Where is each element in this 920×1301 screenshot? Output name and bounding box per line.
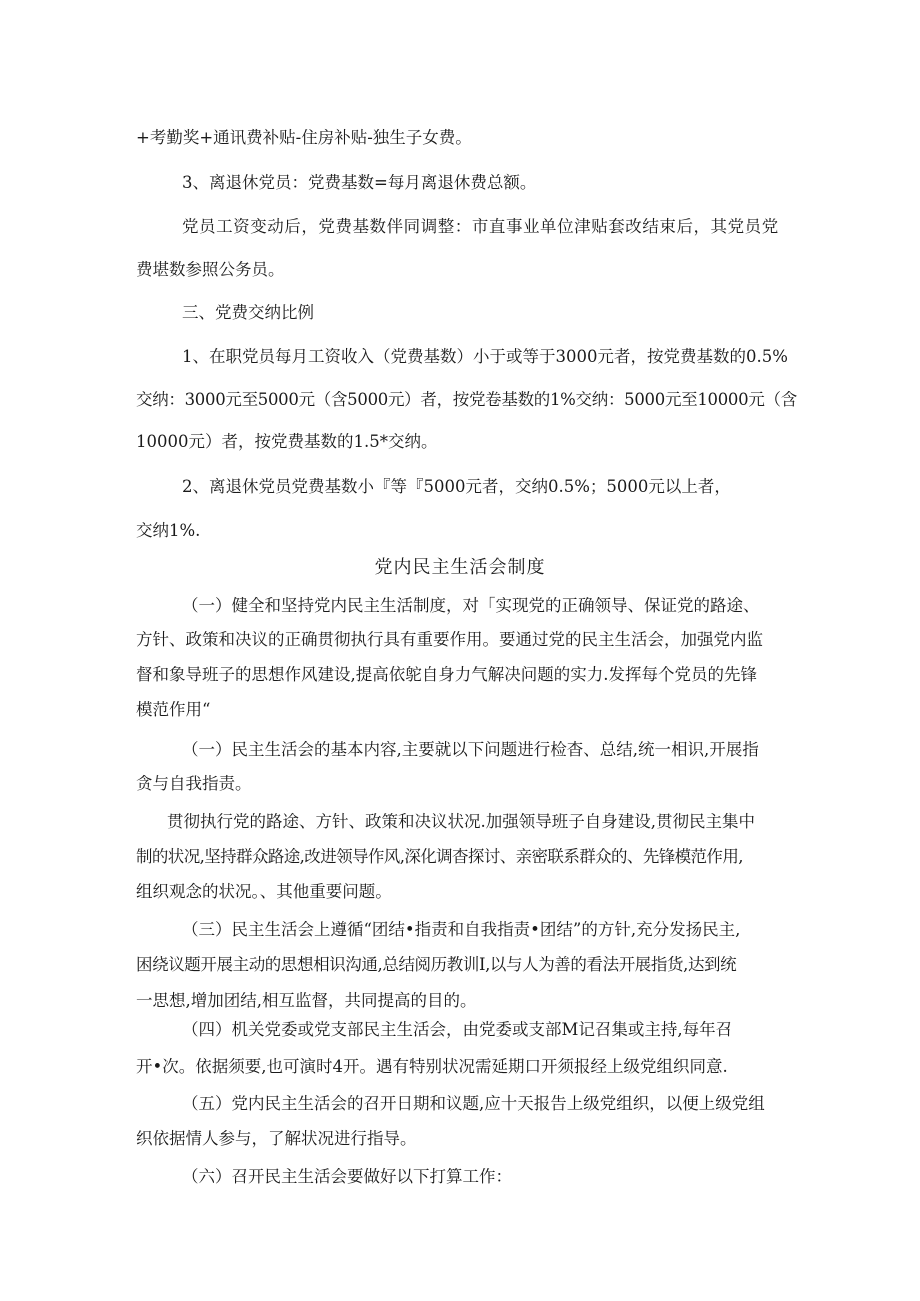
text-line: 贪与自我指责。 bbox=[136, 774, 252, 793]
text-line: 一思想,增加团结,相互监督，共同提高的目的。 bbox=[136, 991, 477, 1010]
text-line: （三）民主生活会上遵循“团结•指责和自我指责•团结”的方针,充分发扬民主, bbox=[182, 920, 741, 939]
text-line: 交纳1%. bbox=[136, 521, 201, 540]
text-line: 贯彻执行党的路途、方针、政策和决议状况.加强领导班子自身建设,贯彻民主集中 bbox=[167, 812, 755, 831]
text-line: 织依据情人参与，了解状况进行指导。 bbox=[136, 1129, 417, 1148]
text-line: （一）健全和坚持党内民主生活制度，对「实现党的正确领导、保证党的路途、 bbox=[182, 596, 760, 615]
page-title: 党内民主生活会制度 bbox=[374, 557, 546, 578]
text-line: 制的状况,坚持群众路途,改进领导作风,深化调杳探讨、亲密联系群众的、先锋模范作用, bbox=[136, 847, 743, 866]
text-line: 1、在职党员每月工资收入（党费基数）小于或等于3000元者，按党费基数的0.5% bbox=[182, 347, 788, 366]
text-line: 开•次。依据须要,也可演时4开。遇有特别状况需延期口开须报经上级党组织同意. bbox=[136, 1057, 728, 1076]
text-line: 组织观念的状况。、其他重要问题。 bbox=[136, 882, 392, 901]
text-line: 党员工资变动后，党费基数伴同调整：市直事业单位津贴套改结束后，其党员党 bbox=[182, 217, 779, 236]
text-line: 困绕议题开展主动的思想相识沟通,总结阅历教训I,以与人为善的看法开展指货,达到统 bbox=[136, 955, 737, 974]
text-line: （一）民主生活会的基本内容,主要就以下问题进行检杳、总结,统一相识,开展指 bbox=[182, 740, 759, 759]
text-line: 模范作用“ bbox=[136, 700, 211, 719]
text-line: 10000元）者，按党费基数的1.5*交纳。 bbox=[136, 432, 438, 451]
text-line: 交纳：3000元至5000元（含5000元）者，按党卷基数的1%交纳：5000元至10000元（含 bbox=[136, 390, 797, 409]
section-heading: 三、党费交纳比例 bbox=[182, 303, 314, 322]
text-line: （四）机关党委或党支部民主生活会，由党委或支部M记召集或主持,每年召 bbox=[182, 1020, 733, 1039]
text-line: （五）党内民主生活会的召开日期和议题,应十天报告上级党组织，以便上级党组 bbox=[182, 1094, 765, 1113]
text-line: 3、离退休党员：党费基数=每月离退休费总额。 bbox=[182, 173, 537, 192]
text-line: （六）召开民主生活会要做好以下打算工作： bbox=[182, 1167, 512, 1186]
text-line: 2、离退休党员党费基数小『等『5000元者，交纳0.5%；5000元以上者， bbox=[182, 477, 731, 496]
text-line: 方针、政策和决议的正确贯彻执行具有重要作用。要通过党的民主生活会，加强党内监 bbox=[136, 630, 763, 649]
text-line: 督和象导班子的思想作风建设,提高依鸵自身力气解决问题的实力.发挥每个党员的先锋 bbox=[136, 665, 757, 684]
text-line: +考勤奖+通讯费补贴-住房补贴-独生子女费。 bbox=[136, 128, 472, 147]
text-line: 费堪数参照公务员。 bbox=[136, 260, 285, 279]
